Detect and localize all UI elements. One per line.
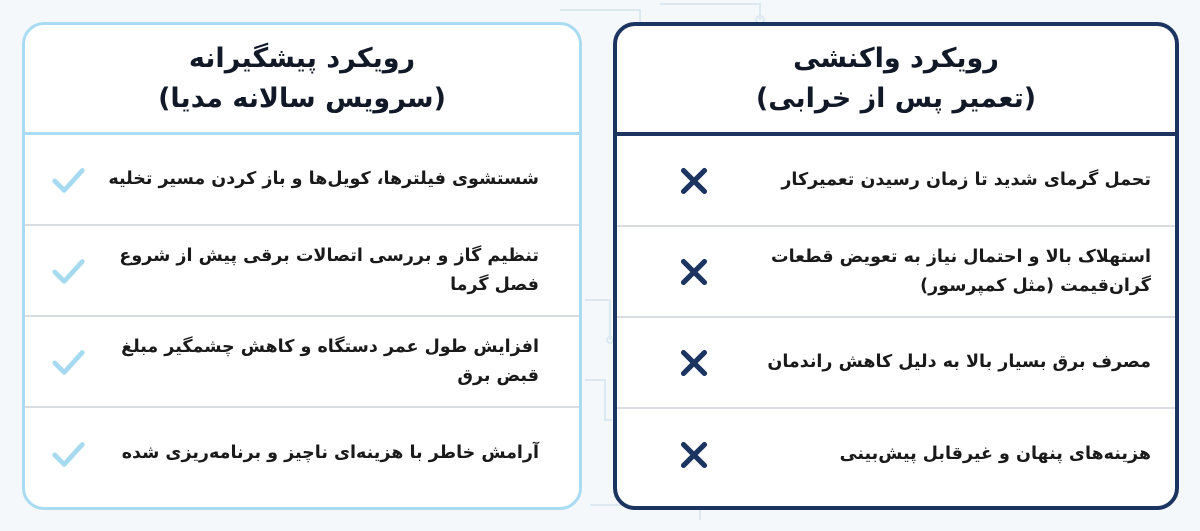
list-item <box>25 226 579 317</box>
preventive-list <box>25 135 579 499</box>
cross-icon <box>675 436 713 474</box>
preventive-item-text: شستشوی فیلترها، کویل‌ها و باز کردن مسیر تخلیه <box>108 169 539 189</box>
preventive-title: رویکرد پیشگیرانه <box>188 42 416 74</box>
cross-icon <box>675 162 713 200</box>
list-item <box>25 408 579 499</box>
list-item <box>617 318 1175 409</box>
preventive-item-text: آرامش خاطر با هزینه‌ای ناچیز و برنامه‌ریزی شده <box>121 443 539 463</box>
reactive-title: رویکرد واکنشی <box>793 43 999 74</box>
preventive-subtitle: (سرویس سالانه مدیا) <box>158 82 446 114</box>
preventive-item-text: تنظیم گاز و بررسی اتصالات برقی پیش از شروع فصل گرما <box>119 245 539 295</box>
list-item <box>617 136 1175 227</box>
reactive-item-text: تحمل گرمای شدید تا زمان رسیدن تعمیرکار <box>781 170 1151 190</box>
reactive-item-text: استهلاک بالا و احتمال نیاز به تعویض قطعات گران‌قیمت (مثل کمپرسور) <box>770 246 1151 296</box>
list-item <box>617 409 1175 500</box>
preventive-header <box>25 25 579 135</box>
list-item <box>25 135 579 226</box>
preventive-item-text: افزایش طول عمر دستگاه و کاهش چشمگیر مبلغ قبض برق <box>121 336 539 386</box>
reactive-list <box>617 136 1175 500</box>
list-item <box>617 227 1175 318</box>
reactive-approach-panel <box>613 22 1179 510</box>
cross-icon <box>675 344 713 382</box>
check-icon <box>49 161 87 199</box>
reactive-subtitle: (تعمیر پس از خرابی) <box>755 83 1037 114</box>
check-icon <box>49 252 87 290</box>
check-icon <box>49 435 87 473</box>
check-icon <box>49 343 87 381</box>
preventive-approach-panel <box>22 22 582 510</box>
reactive-item-text: مصرف برق بسیار بالا به دلیل کاهش راندمان <box>767 352 1151 372</box>
reactive-item-text: هزینه‌های پنهان و غیرقابل پیش‌بینی <box>839 444 1151 464</box>
reactive-header <box>617 26 1175 136</box>
list-item <box>25 317 579 408</box>
cross-icon <box>675 253 713 291</box>
